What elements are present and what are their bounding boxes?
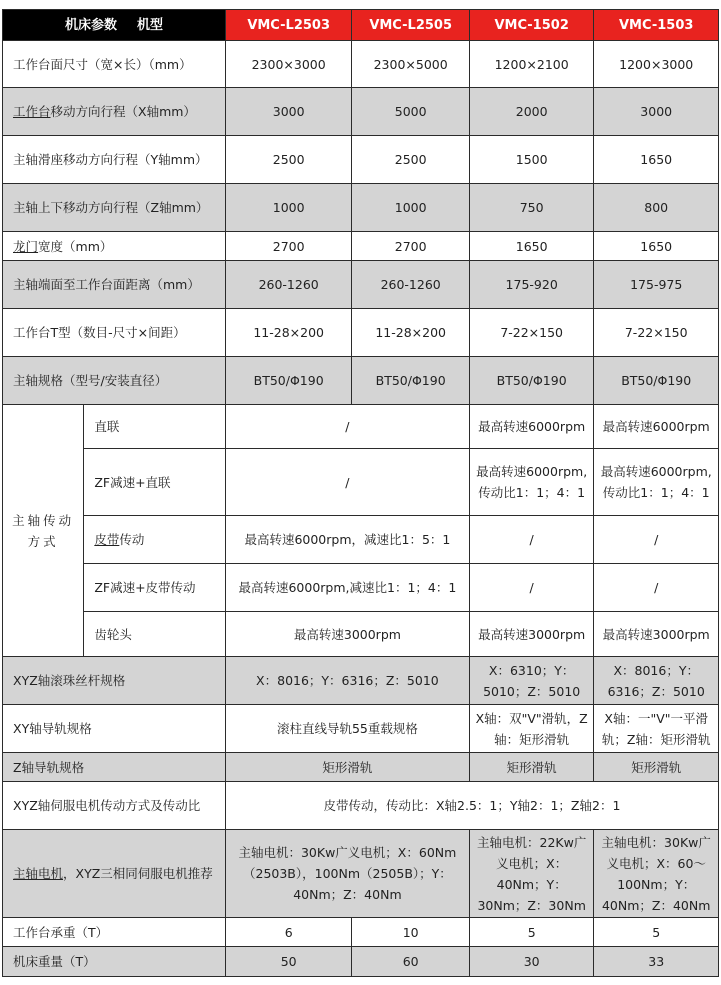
row-table-size <box>3 41 719 88</box>
cell-value: X轴：双"V"滑轨，Z轴：矩形滑轨 <box>469 705 594 753</box>
row-t-slot <box>3 309 719 357</box>
row-label-link[interactable]: 皮带 <box>94 532 120 547</box>
cell-value: 1200×2100 <box>469 41 594 88</box>
row-servo-drive <box>3 782 719 830</box>
cell-value: 最高转速6000rpm <box>469 405 594 449</box>
cell-value: 主轴电机：30Kw广义电机；X：60Nm（2503B），100Nm（2505B）；Y：40Nm；Z：40Nm <box>225 830 469 918</box>
row-drive-direct <box>3 405 719 449</box>
row-label-text: 传动 <box>119 532 145 547</box>
header-model: VMC-1503 <box>594 10 719 41</box>
cell-value: 矩形滑轨 <box>469 753 594 782</box>
row-drive-zf-belt <box>3 564 719 612</box>
cell-value: 最高转速6000rpm <box>594 405 719 449</box>
row-label <box>3 88 226 136</box>
cell-value: 175-920 <box>469 261 594 309</box>
cell-value: 最高转速6000rpm,减速比1：1；4：1 <box>225 564 469 612</box>
cell-value: X轴：一"V"一平滑轨；Z轴：矩形滑轨 <box>594 705 719 753</box>
cell-value: BT50/Φ190 <box>225 357 352 405</box>
row-label: XYZ轴滚珠丝杆规格 <box>3 657 226 705</box>
row-table-load <box>3 918 719 947</box>
cell-value: / <box>225 449 469 516</box>
cell-value: 矩形滑轨 <box>594 753 719 782</box>
row-label: Z轴导轨规格 <box>3 753 226 782</box>
row-motor <box>3 830 719 918</box>
cell-value: 最高转速6000rpm,传动比1：1；4：1 <box>469 449 594 516</box>
cell-value: 10 <box>352 918 469 947</box>
row-gantry-width <box>3 232 719 261</box>
cell-value: 1000 <box>352 184 469 232</box>
cell-value: 皮带传动，传动比：X轴2.5：1；Y轴2：1；Z轴2：1 <box>225 782 718 830</box>
row-label-link[interactable]: 龙门 <box>13 238 39 254</box>
row-label: 主轴规格（型号/安装直径） <box>3 357 226 405</box>
header-param-label: 机床参数 <box>64 17 117 33</box>
drive-group-label <box>3 405 84 657</box>
cell-value: 2500 <box>225 136 352 184</box>
header-corner <box>3 10 226 41</box>
row-x-travel <box>3 88 719 136</box>
row-label: 齿轮头 <box>84 612 226 657</box>
cell-value: 最高转速6000rpm，减速比1：5：1 <box>225 516 469 564</box>
row-z-travel <box>3 184 719 232</box>
header-model: VMC-L2505 <box>352 10 469 41</box>
row-label: ZF减速+皮带传动 <box>84 564 226 612</box>
cell-value: 5 <box>469 918 594 947</box>
cell-value: 11-28×200 <box>225 309 352 357</box>
row-machine-weight <box>3 947 719 977</box>
row-label: 机床重量（T） <box>3 947 226 977</box>
cell-value: X：8016；Y：6316；Z：5010 <box>225 657 469 705</box>
cell-value: / <box>594 564 719 612</box>
cell-value: 7-22×150 <box>594 309 719 357</box>
row-label: XYZ轴伺服电机传动方式及传动比 <box>3 782 226 830</box>
row-label-text: 宽度（mm） <box>38 238 113 254</box>
row-ball-screw <box>3 657 719 705</box>
cell-value: 33 <box>594 947 719 977</box>
cell-value: 1200×3000 <box>594 41 719 88</box>
row-label: 主轴端面至工作台面距离（mm） <box>3 261 226 309</box>
cell-value: / <box>594 516 719 564</box>
cell-value: 750 <box>469 184 594 232</box>
cell-value: 1500 <box>469 136 594 184</box>
cell-value: 2000 <box>469 88 594 136</box>
cell-value: X：6310；Y：5010；Z：5010 <box>469 657 594 705</box>
cell-value: 260-1260 <box>225 261 352 309</box>
cell-value: BT50/Φ190 <box>469 357 594 405</box>
row-label: 主轴滑座移动方向行程（Y轴mm） <box>3 136 226 184</box>
row-label <box>84 516 226 564</box>
cell-value: 5000 <box>352 88 469 136</box>
cell-value: 1650 <box>594 232 719 261</box>
row-label <box>3 232 226 261</box>
cell-value: 7-22×150 <box>469 309 594 357</box>
row-label <box>3 830 226 918</box>
cell-value: 1650 <box>469 232 594 261</box>
row-spindle-spec <box>3 357 719 405</box>
cell-value: 最高转速3000rpm <box>225 612 469 657</box>
cell-value: 175-975 <box>594 261 719 309</box>
row-xy-guide <box>3 705 719 753</box>
cell-value: / <box>469 564 594 612</box>
cell-value: 30 <box>469 947 594 977</box>
cell-value: 1650 <box>594 136 719 184</box>
drive-group-label-line1: 主轴传动 <box>12 512 75 528</box>
row-label: 工作台面尺寸（宽×长）（mm） <box>3 41 226 88</box>
cell-value: 矩形滑轨 <box>225 753 469 782</box>
cell-value: 6 <box>225 918 352 947</box>
cell-value: 260-1260 <box>352 261 469 309</box>
row-label: 主轴上下移动方向行程（Z轴mm） <box>3 184 226 232</box>
cell-value: BT50/Φ190 <box>594 357 719 405</box>
cell-value: 5 <box>594 918 719 947</box>
drive-group-label-line2: 方式 <box>27 533 59 549</box>
row-label: 直联 <box>84 405 226 449</box>
cell-value: 最高转速3000rpm <box>469 612 594 657</box>
cell-value: 11-28×200 <box>352 309 469 357</box>
cell-value: 2300×3000 <box>225 41 352 88</box>
cell-value: 2700 <box>352 232 469 261</box>
cell-value: BT50/Φ190 <box>352 357 469 405</box>
row-label: 工作台承重（T） <box>3 918 226 947</box>
cell-value: / <box>225 405 469 449</box>
row-label-link[interactable]: 主轴电机 <box>13 866 64 881</box>
row-spindle-distance <box>3 261 719 309</box>
row-label: XY轴导轨规格 <box>3 705 226 753</box>
cell-value: 2300×5000 <box>352 41 469 88</box>
row-drive-zf-direct <box>3 449 719 516</box>
cell-value: 滚柱直线导轨55重载规格 <box>225 705 469 753</box>
cell-value: / <box>469 516 594 564</box>
cell-value: 800 <box>594 184 719 232</box>
cell-value: 最高转速6000rpm,传动比1：1；4：1 <box>594 449 719 516</box>
cell-value: 1000 <box>225 184 352 232</box>
header-row <box>3 10 719 41</box>
header-model: VMC-L2503 <box>225 10 352 41</box>
row-label: 工作台T型（数目-尺寸×间距） <box>3 309 226 357</box>
row-z-guide <box>3 753 719 782</box>
row-label-text: 移动方向行程（X轴mm） <box>50 104 196 119</box>
cell-value: 2500 <box>352 136 469 184</box>
cell-value: 主轴电机：22Kw广义电机；X：40Nm；Y：30Nm；Z：30Nm <box>469 830 594 918</box>
row-label-link[interactable]: 工作台 <box>13 104 51 119</box>
row-drive-gear-head <box>3 612 719 657</box>
row-drive-belt <box>3 516 719 564</box>
header-model-label: 机型 <box>136 17 163 33</box>
row-label-text: ，XYZ三相同伺服电机推荐 <box>63 866 213 881</box>
cell-value: 60 <box>352 947 469 977</box>
cell-value: 2700 <box>225 232 352 261</box>
cell-value: 最高转速3000rpm <box>594 612 719 657</box>
cell-value: 主轴电机：30Kw广义电机；X：60～100Nm；Y：40Nm；Z：40Nm <box>594 830 719 918</box>
cell-value: 3000 <box>225 88 352 136</box>
cell-value: 3000 <box>594 88 719 136</box>
spec-table <box>2 9 719 977</box>
cell-value: 50 <box>225 947 352 977</box>
row-label: ZF减速+直联 <box>84 449 226 516</box>
header-model: VMC-1502 <box>469 10 594 41</box>
row-y-travel <box>3 136 719 184</box>
cell-value: X：8016；Y：6316；Z：5010 <box>594 657 719 705</box>
